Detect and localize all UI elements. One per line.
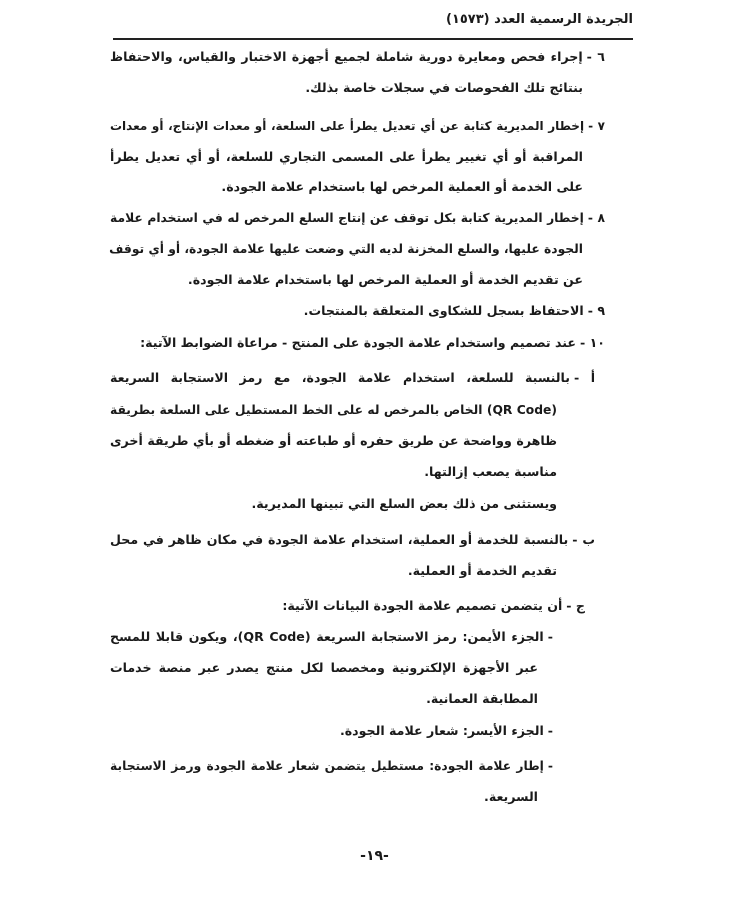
item-6-line: [110, 47, 605, 67]
item-number: ٦ -: [586, 49, 605, 64]
subitem-letter: ب -: [572, 532, 595, 547]
subitem-text: أن يتضمن تصميم علامة الجودة البيانات الآتية:: [282, 598, 563, 613]
subitem-text: بالنسبة للخدمة أو العملية، استخدام علامة الجودة في مكان ظاهر في محل: [110, 532, 569, 547]
item-text: إخطار المديرية كتابة عن أي تعديل يطرأ على السلعة، أو معدات الإنتاج، أو معدات: [110, 119, 585, 133]
item-number: ٧ -: [588, 119, 605, 133]
dash-item-left-part: [110, 721, 553, 741]
subitem-letter: أ -: [573, 370, 596, 385]
item-text: عند تصميم واستخدام علامة الجودة على المنتج - مراعاة الضوابط الآتية:: [140, 335, 576, 350]
item-number: ٨ -: [587, 211, 605, 225]
dash-item-right-part: المطابقة العمانية.: [426, 691, 538, 706]
dash-item-frame: السريعة.: [484, 789, 538, 804]
item-7-line: على الخدمة أو العملية المرخص لها باستخدام علامة الجودة.: [221, 179, 583, 194]
gazette-header-title: الجريدة الرسمية العدد (١٥٧٣): [445, 12, 633, 27]
subitem-a-line: مناسبة يصعب إزالتها.: [424, 464, 557, 479]
subitem-a-exception: ويستثنى من ذلك بعض السلع التي تبينها المديرية.: [251, 496, 557, 511]
item-8-line: [110, 208, 605, 228]
page-number: -١٩-: [360, 848, 389, 864]
subitem-a-line: ظاهرة وواضحة عن طريق حفره أو طباعته أو ضغطه أو بأي طريقة أخرى: [110, 433, 557, 448]
dash-item-right-part: [110, 627, 553, 647]
subitem-text: بالنسبة للسلعة، استخدام علامة الجودة، مع رمز الاستجابة السريعة: [110, 370, 570, 385]
item-6-line: بنتائج تلك الفحوصات في سجلات خاصة بذلك.: [305, 80, 583, 95]
item-number: ٩ -: [587, 303, 605, 318]
dash-item-text: إطار علامة الجودة: مستطيل يتضمن شعار علامة الجودة ورمز الاستجابة: [110, 759, 544, 773]
dash-item-right-part: عبر الأجهزة الإلكترونية ومخصصا لكل منتج يصدر عبر منصة خدمات: [110, 660, 538, 675]
header-divider: [113, 38, 633, 40]
item-text: إجراء فحص ومعايرة دورية شاملة لجميع أجهزة الاختبار والقياس، والاحتفاظ: [110, 49, 583, 64]
item-7-line: المراقبة أو أي تغيير يطرأ على المسمى التجاري للسلعة، أو أي تعديل يطرأ: [110, 149, 583, 164]
dash-item-frame: [110, 756, 553, 776]
item-number: ١٠ -: [580, 335, 605, 350]
dash-item-text: الجزء الأيسر: شعار علامة الجودة.: [339, 723, 544, 738]
item-10-line: [110, 333, 605, 353]
subitem-letter: ج -: [566, 598, 585, 613]
subitem-a-line: (QR Code) الخاص بالمرخص له على الخط المستطيل على السلعة بطريقة: [110, 403, 557, 417]
item-8-line: الجودة عليها، والسلع المخزنة لديه التي وضعت عليها علامة الجودة، أو أي توقف: [109, 242, 583, 256]
item-9-line: [110, 301, 605, 321]
subitem-c-line: [110, 596, 585, 616]
item-text: إخطار المديرية كتابة بكل توقف عن إنتاج السلع المرخص له في استخدام علامة: [110, 211, 584, 225]
dash-marker: -: [547, 723, 553, 738]
subitem-b-line: تقديم الخدمة أو العملية.: [407, 563, 557, 578]
subitem-b-line: [110, 530, 595, 550]
item-7-line: [110, 116, 605, 136]
dash-marker: -: [547, 629, 553, 644]
subitem-a-line: [110, 368, 595, 388]
dash-item-text: الجزء الأيمن: رمز الاستجابة السريعة (QR Code)، ويكون قابلا للمسح: [110, 629, 544, 644]
item-8-line: عن تقديم الخدمة أو العملية المرخص لها باستخدام علامة الجودة.: [187, 272, 583, 287]
item-text: الاحتفاظ بسجل للشكاوى المتعلقة بالمنتجات.: [303, 303, 584, 318]
dash-marker: -: [547, 759, 553, 773]
